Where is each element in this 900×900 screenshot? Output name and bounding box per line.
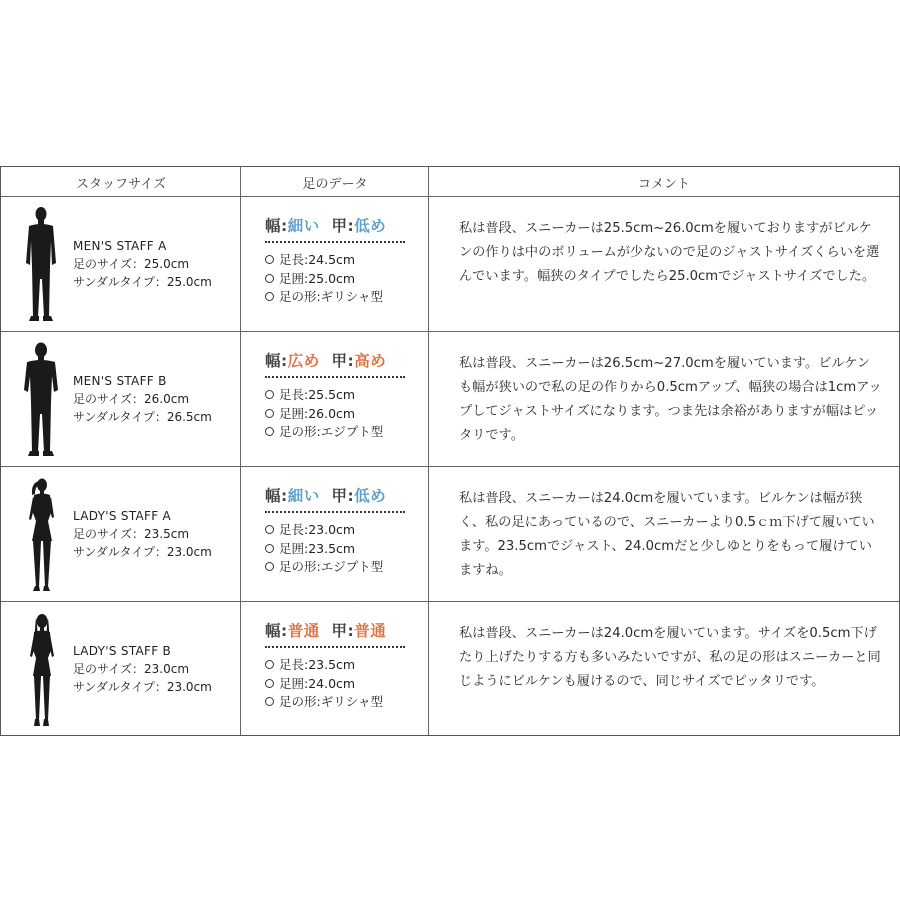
foot-girth: 足囲:24.0cm bbox=[279, 675, 356, 691]
foot-stats bbox=[265, 251, 410, 307]
staff-comment: 私は普段、スニーカーは24.0cmを履いています。サイズを0.5cm下げたり上げたりする方も多いみたいですが、私の足の形はスニーカーと同じようにビルケンも履けるので、同じサイズでピッタリです。 bbox=[459, 626, 881, 689]
instep-value: 低め bbox=[354, 217, 387, 235]
shoe-size: 足のサイズ：23.5cm bbox=[73, 527, 190, 541]
foot-stats bbox=[265, 521, 410, 577]
man-silhouette-icon bbox=[17, 340, 65, 462]
width-instep-title bbox=[265, 215, 410, 237]
staff-info bbox=[73, 237, 212, 291]
shoe-size: 足のサイズ：26.0cm bbox=[73, 392, 190, 406]
staff-name: LADY'S STAFF A bbox=[73, 509, 172, 523]
foot-shape: 足の形:ギリシャ型 bbox=[279, 289, 383, 304]
instep-label: 甲: bbox=[331, 622, 355, 640]
circle-bullet-icon bbox=[265, 255, 274, 264]
header-foot-data: 足のデータ bbox=[302, 176, 368, 192]
instep-label: 甲: bbox=[331, 217, 355, 235]
staff-info bbox=[73, 507, 212, 561]
table-row bbox=[1, 602, 900, 737]
width-instep-title bbox=[265, 350, 410, 372]
width-value: 細い bbox=[287, 217, 320, 235]
instep-value: 普通 bbox=[354, 622, 387, 640]
woman-silhouette-icon bbox=[17, 610, 65, 732]
header-staff-size: スタッフサイズ bbox=[76, 176, 166, 192]
width-value: 普通 bbox=[287, 622, 320, 640]
instep-label: 甲: bbox=[331, 487, 355, 505]
staff-comment: 私は普段、スニーカーは24.0cmを履いています。ビルケンは幅が狭く、私の足にあっているので、スニーカーより0.5ｃｍ下げて履いています。23.5cmでジャスト、24.0cmだと少しゆとりをもって履けていますね。 bbox=[459, 491, 875, 578]
width-value: 広め bbox=[287, 352, 320, 370]
foot-girth: 足囲:26.0cm bbox=[279, 405, 356, 421]
circle-bullet-icon bbox=[265, 544, 274, 553]
foot-shape: 足の形:ギリシャ型 bbox=[279, 694, 383, 709]
width-instep-title bbox=[265, 620, 410, 642]
circle-bullet-icon bbox=[265, 562, 274, 571]
foot-girth: 足囲:23.5cm bbox=[279, 540, 356, 556]
dotted-divider bbox=[265, 241, 405, 243]
foot-data bbox=[265, 485, 410, 577]
shoe-size: 足のサイズ：25.0cm bbox=[73, 257, 190, 271]
width-label: 幅: bbox=[265, 487, 288, 505]
width-label: 幅: bbox=[265, 352, 288, 370]
instep-value: 高め bbox=[354, 352, 387, 370]
foot-length: 足長:24.5cm bbox=[279, 252, 356, 267]
table-row bbox=[1, 467, 900, 602]
staff-info bbox=[73, 642, 212, 696]
width-label: 幅: bbox=[265, 622, 288, 640]
staff-name: MEN'S STAFF A bbox=[73, 239, 167, 253]
dotted-divider bbox=[265, 646, 405, 648]
circle-bullet-icon bbox=[265, 292, 274, 301]
dotted-divider bbox=[265, 511, 405, 513]
circle-bullet-icon bbox=[265, 660, 274, 669]
width-value: 細い bbox=[287, 487, 320, 505]
foot-shape: 足の形:エジプト型 bbox=[279, 424, 384, 439]
circle-bullet-icon bbox=[265, 427, 274, 436]
man-silhouette-icon bbox=[17, 205, 65, 327]
sandal-type-size: サンダルタイプ：23.0cm bbox=[73, 680, 212, 694]
foot-length: 足長:23.5cm bbox=[279, 657, 356, 672]
circle-bullet-icon bbox=[265, 409, 274, 418]
width-label: 幅: bbox=[265, 217, 288, 235]
foot-shape: 足の形:エジプト型 bbox=[279, 559, 384, 574]
woman-silhouette-icon bbox=[17, 475, 65, 597]
header-comment: コメント bbox=[637, 176, 690, 192]
dotted-divider bbox=[265, 376, 405, 378]
staff-name: LADY'S STAFF B bbox=[73, 644, 172, 658]
staff-size-table bbox=[0, 166, 900, 736]
staff-comment: 私は普段、スニーカーは26.5cm~27.0cmを履いています。ビルケンも幅が狭いので私の足の作りから0.5cmアップ、幅狭の場合は1cmアップしてジャストサイズになります。つま先は余裕がありますが幅はピッタリです。 bbox=[459, 356, 882, 443]
foot-data bbox=[265, 215, 410, 307]
staff-name: MEN'S STAFF B bbox=[73, 374, 167, 388]
circle-bullet-icon bbox=[265, 679, 274, 688]
staff-info bbox=[73, 372, 212, 426]
foot-girth: 足囲:25.0cm bbox=[279, 270, 356, 286]
circle-bullet-icon bbox=[265, 697, 274, 706]
instep-label: 甲: bbox=[331, 352, 355, 370]
foot-length: 足長:25.5cm bbox=[279, 387, 356, 402]
width-instep-title bbox=[265, 485, 410, 507]
foot-stats bbox=[265, 386, 410, 442]
staff-comment: 私は普段、スニーカーは25.5cm~26.0cmを履いておりますがビルケンの作りは中のボリュームが少ないので足のジャストサイズくらいを選んでいます。幅狭のタイプでしたら25.0cmでジャストサイズでした。 bbox=[459, 221, 880, 284]
sandal-type-size: サンダルタイプ：25.0cm bbox=[73, 275, 212, 289]
table-row bbox=[1, 197, 900, 332]
instep-value: 低め bbox=[354, 487, 387, 505]
circle-bullet-icon bbox=[265, 390, 274, 399]
sandal-type-size: サンダルタイプ：26.5cm bbox=[73, 410, 212, 424]
circle-bullet-icon bbox=[265, 274, 274, 283]
foot-data bbox=[265, 620, 410, 712]
foot-length: 足長:23.0cm bbox=[279, 522, 356, 537]
sandal-type-size: サンダルタイプ：23.0cm bbox=[73, 545, 212, 559]
foot-stats bbox=[265, 656, 410, 712]
shoe-size: 足のサイズ：23.0cm bbox=[73, 662, 190, 676]
table-row bbox=[1, 332, 900, 467]
circle-bullet-icon bbox=[265, 525, 274, 534]
foot-data bbox=[265, 350, 410, 442]
